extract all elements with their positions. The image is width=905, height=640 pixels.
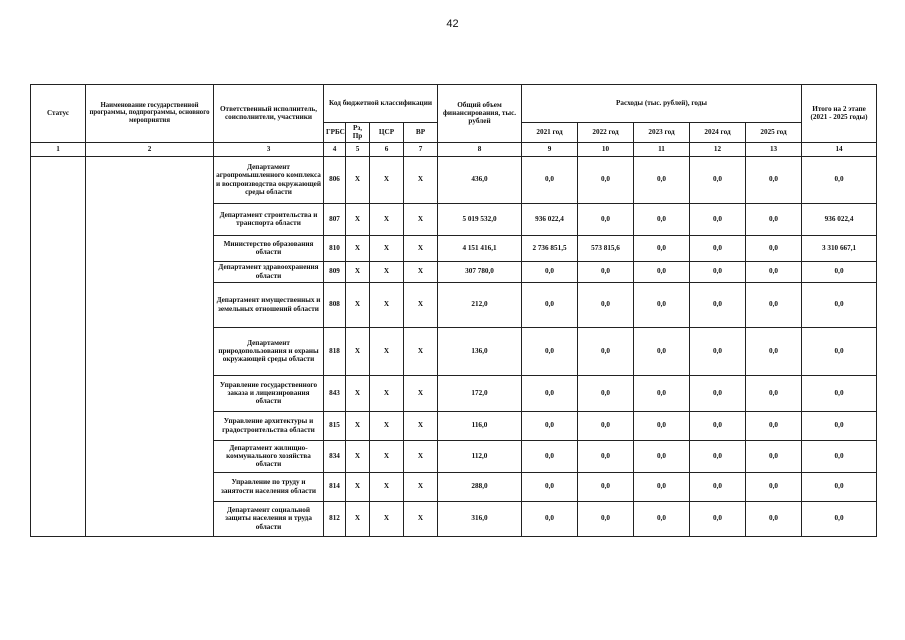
header-2025: 2025 год: [746, 123, 802, 143]
cell-csr: Х: [370, 472, 404, 501]
cell-total: 288,0: [438, 472, 522, 501]
cell-y2023: 0,0: [634, 440, 690, 472]
cell-y2021: 0,0: [522, 282, 578, 327]
cell-y2025: 0,0: [746, 156, 802, 203]
cell-y2024: 0,0: [690, 261, 746, 282]
column-number: 9: [522, 142, 578, 156]
cell-y2024: 0,0: [690, 203, 746, 235]
cell-y2024: 0,0: [690, 235, 746, 261]
executor-cell: Департамент природопользования и охраны окружающей среды области: [214, 327, 324, 375]
cell-y2024: 0,0: [690, 375, 746, 411]
cell-y2022: 0,0: [578, 501, 634, 536]
cell-rz: Х: [346, 501, 370, 536]
cell-rz: Х: [346, 440, 370, 472]
cell-csr: Х: [370, 282, 404, 327]
column-number: 1: [31, 142, 86, 156]
column-number: 4: [324, 142, 346, 156]
cell-vr: Х: [404, 235, 438, 261]
cell-rz: Х: [346, 235, 370, 261]
cell-total: 172,0: [438, 375, 522, 411]
executor-cell: Департамент жилищно-коммунального хозяйства области: [214, 440, 324, 472]
header-stage-total: Итого на 2 этапе (2021 - 2025 годы): [802, 85, 877, 143]
cell-vr: Х: [404, 472, 438, 501]
column-number: 2: [86, 142, 214, 156]
executor-cell: Департамент имущественных и земельных отношений области: [214, 282, 324, 327]
cell-y2022: 0,0: [578, 411, 634, 440]
cell-y2023: 0,0: [634, 501, 690, 536]
budget-table: [30, 84, 877, 537]
cell-y2023: 0,0: [634, 327, 690, 375]
header-2023: 2023 год: [634, 123, 690, 143]
cell-y2024: 0,0: [690, 472, 746, 501]
table-row: [31, 156, 877, 203]
cell-y2022: 0,0: [578, 203, 634, 235]
cell-y2021: 2 736 851,5: [522, 235, 578, 261]
header-2021: 2021 год: [522, 123, 578, 143]
cell-grbs: 810: [324, 235, 346, 261]
cell-total: 116,0: [438, 411, 522, 440]
cell-sum: 936 022,4: [802, 203, 877, 235]
cell-y2024: 0,0: [690, 327, 746, 375]
header-expenses: Расходы (тыс. рублей), годы: [522, 85, 802, 123]
cell-total: 436,0: [438, 156, 522, 203]
cell-sum: 0,0: [802, 472, 877, 501]
cell-y2025: 0,0: [746, 440, 802, 472]
cell-grbs: 834: [324, 440, 346, 472]
cell-grbs: 818: [324, 327, 346, 375]
cell-sum: 0,0: [802, 282, 877, 327]
cell-y2025: 0,0: [746, 327, 802, 375]
cell-y2025: 0,0: [746, 411, 802, 440]
column-number: 13: [746, 142, 802, 156]
cell-grbs: 843: [324, 375, 346, 411]
cell-vr: Х: [404, 375, 438, 411]
status-cell: [31, 156, 86, 536]
cell-csr: Х: [370, 203, 404, 235]
cell-sum: 0,0: [802, 261, 877, 282]
cell-sum: 3 310 667,1: [802, 235, 877, 261]
cell-y2023: 0,0: [634, 235, 690, 261]
cell-csr: Х: [370, 156, 404, 203]
cell-y2023: 0,0: [634, 472, 690, 501]
cell-y2021: 0,0: [522, 375, 578, 411]
cell-grbs: 809: [324, 261, 346, 282]
cell-sum: 0,0: [802, 411, 877, 440]
column-number-row: [31, 142, 877, 156]
header-total-volume: Общий объем финансирования, тыс. рублей: [438, 85, 522, 143]
cell-y2021: 0,0: [522, 501, 578, 536]
cell-rz: Х: [346, 411, 370, 440]
cell-total: 4 151 416,1: [438, 235, 522, 261]
cell-sum: 0,0: [802, 375, 877, 411]
cell-vr: Х: [404, 282, 438, 327]
cell-y2022: 0,0: [578, 156, 634, 203]
cell-total: 5 019 532,0: [438, 203, 522, 235]
cell-csr: Х: [370, 375, 404, 411]
cell-rz: Х: [346, 203, 370, 235]
column-number: 6: [370, 142, 404, 156]
cell-y2025: 0,0: [746, 472, 802, 501]
cell-sum: 0,0: [802, 327, 877, 375]
cell-y2021: 0,0: [522, 156, 578, 203]
executor-cell: Управление государственного заказа и лицензирования области: [214, 375, 324, 411]
executor-cell: Управление по труду и занятости населения области: [214, 472, 324, 501]
cell-rz: Х: [346, 261, 370, 282]
cell-y2021: 0,0: [522, 440, 578, 472]
cell-y2024: 0,0: [690, 282, 746, 327]
table-header: [31, 85, 877, 157]
cell-rz: Х: [346, 472, 370, 501]
cell-total: 112,0: [438, 440, 522, 472]
header-2022: 2022 год: [578, 123, 634, 143]
cell-y2021: 0,0: [522, 261, 578, 282]
column-number: 8: [438, 142, 522, 156]
cell-csr: Х: [370, 411, 404, 440]
executor-cell: Департамент агропромышленного комплекса и воспроизводства окружающей среды области: [214, 156, 324, 203]
cell-csr: Х: [370, 327, 404, 375]
column-number: 10: [578, 142, 634, 156]
header-executor: Ответственный исполнитель, соисполнители, участники: [214, 85, 324, 143]
executor-cell: Управление архитектуры и градостроительства области: [214, 411, 324, 440]
header-rz-pr: Рз, Пр: [346, 123, 370, 143]
cell-y2022: 573 815,6: [578, 235, 634, 261]
cell-rz: Х: [346, 282, 370, 327]
cell-y2023: 0,0: [634, 261, 690, 282]
cell-csr: Х: [370, 261, 404, 282]
cell-y2025: 0,0: [746, 235, 802, 261]
cell-csr: Х: [370, 235, 404, 261]
cell-sum: 0,0: [802, 501, 877, 536]
cell-grbs: 806: [324, 156, 346, 203]
column-number: 7: [404, 142, 438, 156]
executor-cell: Департамент социальной защиты населения и труда области: [214, 501, 324, 536]
cell-y2024: 0,0: [690, 501, 746, 536]
cell-sum: 0,0: [802, 440, 877, 472]
cell-y2022: 0,0: [578, 327, 634, 375]
cell-y2025: 0,0: [746, 375, 802, 411]
cell-grbs: 807: [324, 203, 346, 235]
cell-y2021: 0,0: [522, 472, 578, 501]
header-grbs: ГРБС: [324, 123, 346, 143]
header-budget-code: Код бюджетной классификации: [324, 85, 438, 123]
cell-y2025: 0,0: [746, 501, 802, 536]
page-number: 42: [446, 18, 459, 30]
cell-vr: Х: [404, 411, 438, 440]
cell-total: 307 780,0: [438, 261, 522, 282]
cell-total: 316,0: [438, 501, 522, 536]
cell-grbs: 814: [324, 472, 346, 501]
cell-grbs: 812: [324, 501, 346, 536]
cell-vr: Х: [404, 440, 438, 472]
cell-total: 212,0: [438, 282, 522, 327]
cell-y2025: 0,0: [746, 261, 802, 282]
table-body: [31, 156, 877, 536]
cell-csr: Х: [370, 501, 404, 536]
cell-y2023: 0,0: [634, 203, 690, 235]
executor-cell: Департамент строительства и транспорта области: [214, 203, 324, 235]
header-2024: 2024 год: [690, 123, 746, 143]
cell-grbs: 808: [324, 282, 346, 327]
header-csr: ЦСР: [370, 123, 404, 143]
cell-sum: 0,0: [802, 156, 877, 203]
cell-grbs: 815: [324, 411, 346, 440]
column-number: 12: [690, 142, 746, 156]
cell-vr: Х: [404, 327, 438, 375]
program-name-cell: [86, 156, 214, 536]
cell-vr: Х: [404, 261, 438, 282]
header-vr: ВР: [404, 123, 438, 143]
cell-y2025: 0,0: [746, 282, 802, 327]
header-program-name: Наименование государственной программы, подпрограммы, основного мероприятия: [86, 85, 214, 143]
cell-rz: Х: [346, 327, 370, 375]
cell-y2022: 0,0: [578, 440, 634, 472]
cell-y2021: 936 022,4: [522, 203, 578, 235]
cell-y2024: 0,0: [690, 411, 746, 440]
cell-y2024: 0,0: [690, 440, 746, 472]
column-number: 11: [634, 142, 690, 156]
cell-y2023: 0,0: [634, 282, 690, 327]
cell-y2022: 0,0: [578, 472, 634, 501]
executor-cell: Министерство образования области: [214, 235, 324, 261]
cell-csr: Х: [370, 440, 404, 472]
cell-total: 136,0: [438, 327, 522, 375]
cell-y2024: 0,0: [690, 156, 746, 203]
cell-vr: Х: [404, 203, 438, 235]
cell-y2023: 0,0: [634, 156, 690, 203]
cell-y2022: 0,0: [578, 282, 634, 327]
column-number: 5: [346, 142, 370, 156]
cell-y2023: 0,0: [634, 411, 690, 440]
cell-y2022: 0,0: [578, 375, 634, 411]
cell-vr: Х: [404, 156, 438, 203]
cell-rz: Х: [346, 156, 370, 203]
cell-y2022: 0,0: [578, 261, 634, 282]
header-status: Статус: [31, 85, 86, 143]
cell-rz: Х: [346, 375, 370, 411]
cell-y2025: 0,0: [746, 203, 802, 235]
cell-y2021: 0,0: [522, 327, 578, 375]
column-number: 3: [214, 142, 324, 156]
column-number: 14: [802, 142, 877, 156]
cell-y2023: 0,0: [634, 375, 690, 411]
cell-vr: Х: [404, 501, 438, 536]
executor-cell: Департамент здравоохранения области: [214, 261, 324, 282]
cell-y2021: 0,0: [522, 411, 578, 440]
